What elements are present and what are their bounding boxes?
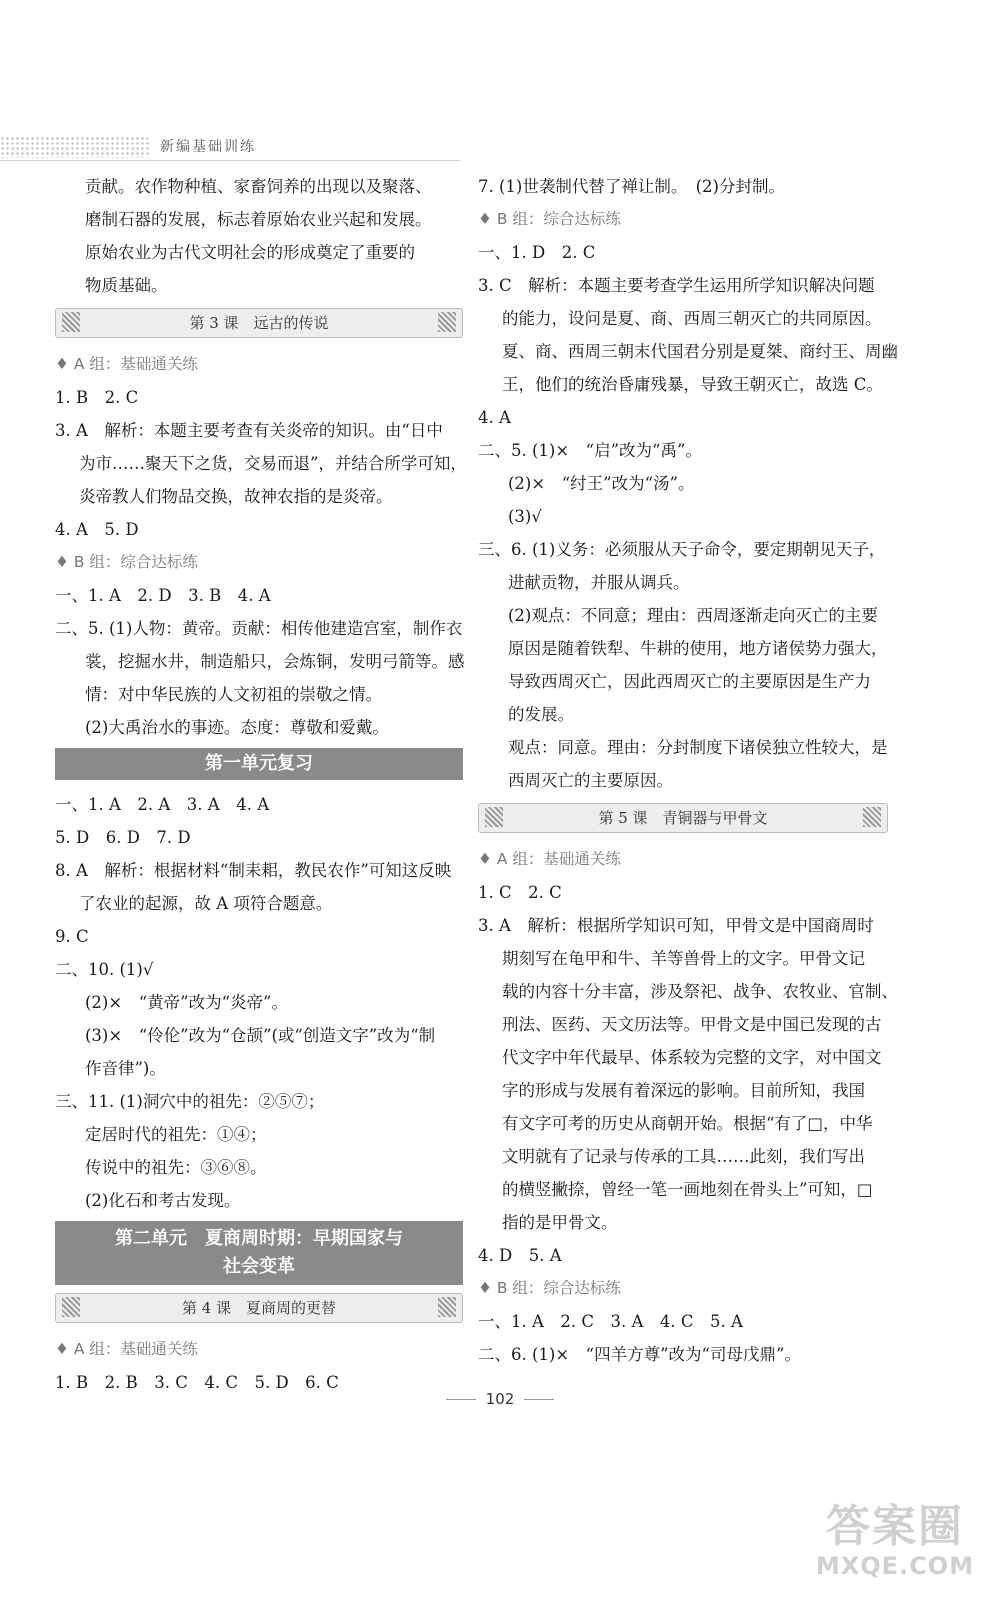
answer-line: 刑法、医药、天文历法等。甲骨文是中国已发现的古 xyxy=(502,1015,882,1034)
watermark-logo-text: 答案圈 xyxy=(826,1501,964,1552)
answer-line: 一、1. A 2. D 3. B 4. A xyxy=(55,586,271,605)
watermark-url: MXQE.COM xyxy=(815,1552,975,1580)
answer-line: 有文字可考的历史从商朝开始。根据“有了□，中华 xyxy=(502,1114,873,1133)
group-label: ♦ A 组：基础通关练 xyxy=(478,850,621,868)
right-column xyxy=(478,170,898,1371)
answer-line: (2)× “纣王”改为“汤”。 xyxy=(508,474,695,493)
answer-line: 二、10. (1)√ xyxy=(55,960,154,979)
answer-line: 4. D 5. A xyxy=(478,1246,562,1265)
answer-line: 指的是甲骨文。 xyxy=(502,1213,618,1232)
answer-line: 贡献。农作物种植、家畜饲养的出现以及聚落、 xyxy=(85,177,432,196)
unit-title-line: 第二单元 夏商周时期：早期国家与 xyxy=(115,1228,403,1249)
answer-line: 二、5. (1)人物：黄帝。贡献：相传他建造宫室，制作衣 xyxy=(55,619,463,638)
answer-line: 西周灭亡的主要原因。 xyxy=(508,771,673,790)
answer-line: 期刻写在龟甲和牛、羊等兽骨上的文字。甲骨文记 xyxy=(502,949,865,968)
answer-line: (3)√ xyxy=(508,507,542,526)
answer-line: 的横竖撇捺，曾经一笔一画地刻在骨头上”可知，□ xyxy=(502,1180,873,1199)
answer-line: 炎帝教人们物品交换，故神农指的是炎帝。 xyxy=(79,487,393,506)
answer-line: 3. A 解析：本题主要考查有关炎帝的知识。由“日中 xyxy=(55,421,443,440)
answer-line: 一、1. D 2. C xyxy=(478,243,596,262)
lesson-heading: 第 5 课 青铜器与甲骨文 xyxy=(478,803,888,833)
answer-line: 二、6. (1)× “四羊方尊”改为“司母戊鼎”。 xyxy=(478,1345,801,1364)
answer-line: 文明就有了记录与传承的工具……此刻，我们写出 xyxy=(502,1147,865,1166)
answer-line: 一、1. A 2. A 3. A 4. A xyxy=(55,795,270,814)
answer-line: 1. C 2. C xyxy=(478,883,562,902)
answer-line: 原因是随着铁犁、牛耕的使用，地方诸侯势力强大， xyxy=(508,639,888,658)
group-label: ♦ B 组：综合达标练 xyxy=(478,1279,621,1297)
answer-line: 定居时代的祖先：①④； xyxy=(85,1125,267,1144)
running-header xyxy=(0,132,460,162)
answer-line: 5. D 6. D 7. D xyxy=(55,828,191,847)
answer-line: 的能力，设问是夏、商、西周三朝灭亡的共同原因。 xyxy=(502,309,882,328)
answer-line: 3. A 解析：根据所学知识可知，甲骨文是中国商周时 xyxy=(478,916,874,935)
answer-line: (3)× “伶伦”改为“仓颉”(或“创造文字”改为“制 xyxy=(85,1026,436,1045)
answer-line: 三、6. (1)义务：必须服从天子命令，要定期朝见天子， xyxy=(478,540,886,559)
lesson-heading: 第 4 课 夏商周的更替 xyxy=(55,1293,463,1323)
answer-line: 代文字中年代最早、体系较为完整的文字，对中国文 xyxy=(502,1048,882,1067)
answer-line: (2)× “黄帝”改为“炎帝”。 xyxy=(85,993,288,1012)
group-label: ♦ A 组：基础通关练 xyxy=(55,355,198,373)
lesson-heading: 第 3 课 远古的传说 xyxy=(55,308,463,338)
group-label: ♦ A 组：基础通关练 xyxy=(55,1340,198,1358)
answer-line: 3. C 解析：本题主要考查学生运用所学知识解决问题 xyxy=(478,276,875,295)
answer-line: 进献贡物，并服从调兵。 xyxy=(508,573,690,592)
answer-line: 裳，挖掘水井，制造船只，会炼铜，发明弓箭等。感 xyxy=(85,652,465,671)
answer-line: 原始农业为古代文明社会的形成奠定了重要的 xyxy=(85,243,415,262)
group-label: ♦ B 组：综合达标练 xyxy=(55,553,198,571)
answer-line: 7. (1)世袭制代替了禅让制。 (2)分封制。 xyxy=(478,177,785,196)
answer-line: (2)观点：不同意；理由：西周逐渐走向灭亡的主要 xyxy=(508,606,878,625)
answer-line: 物质基础。 xyxy=(85,276,168,295)
answer-line: 观点：同意。理由：分封制度下诸侯独立性较大，是 xyxy=(508,738,888,757)
answer-line: 作音律”)。 xyxy=(85,1059,166,1078)
answer-line: (2)化石和考古发现。 xyxy=(85,1191,241,1210)
answer-line: 4. A 5. D xyxy=(55,520,139,539)
left-column xyxy=(55,170,467,1399)
answer-line: 载的内容十分丰富，涉及祭祀、战争、农牧业、官制、 xyxy=(502,982,898,1001)
answer-line: 一、1. A 2. C 3. A 4. C 5. A xyxy=(478,1312,743,1331)
answer-line: 磨制石器的发展，标志着原始农业兴起和发展。 xyxy=(85,210,432,229)
unit-title-line: 社会变革 xyxy=(223,1256,295,1277)
group-label: ♦ B 组：综合达标练 xyxy=(478,210,621,228)
answer-line: 字的形成与发展有着深远的影响。目前所知，我国 xyxy=(502,1081,865,1100)
answer-line: 的发展。 xyxy=(508,705,574,724)
answer-line: 9. C xyxy=(55,927,89,946)
answer-line: 为市……聚天下之货，交易而退”，并结合所学可知， xyxy=(79,454,467,473)
answer-line: 二、5. (1)× “启”改为“禹”。 xyxy=(478,441,702,460)
answer-line: 4. A xyxy=(478,408,511,427)
site-watermark xyxy=(815,1502,975,1580)
answer-line: 1. B 2. C xyxy=(55,388,139,407)
answer-line: 导致西周灭亡，因此西周灭亡的主要原因是生产力 xyxy=(508,672,871,691)
answer-line: 了农业的起源，故 A 项符合题意。 xyxy=(79,894,333,913)
answer-line: 三、11. (1)洞穴中的祖先：②⑤⑦； xyxy=(55,1092,325,1111)
unit-title-banner xyxy=(55,1221,463,1285)
page-number xyxy=(0,1390,1000,1408)
answer-line: 情：对中华民族的人文初祖的崇敬之情。 xyxy=(85,685,382,704)
unit-review-banner: 第一单元复习 xyxy=(55,748,463,780)
header-rule xyxy=(0,160,460,161)
answer-line: 8. A 解析：根据材料“制耒耜，教民农作”可知这反映 xyxy=(55,861,452,880)
answer-line: 传说中的祖先：③⑥⑧。 xyxy=(85,1158,267,1177)
page-number-text: 102 xyxy=(485,1390,515,1408)
header-title: 新编基础训练 xyxy=(160,139,256,155)
answer-line: 夏、商、西周三朝末代国君分别是夏桀、商纣王、周幽 xyxy=(502,342,898,361)
answer-line: 王，他们的统治昏庸残暴，导致王朝灭亡，故选 C。 xyxy=(502,375,883,394)
header-dot-pattern xyxy=(0,136,150,158)
answer-line: 1. B 2. B 3. C 4. C 5. D 6. C xyxy=(55,1373,339,1392)
answer-line: (2)大禹治水的事迹。态度：尊敬和爱戴。 xyxy=(85,718,389,737)
